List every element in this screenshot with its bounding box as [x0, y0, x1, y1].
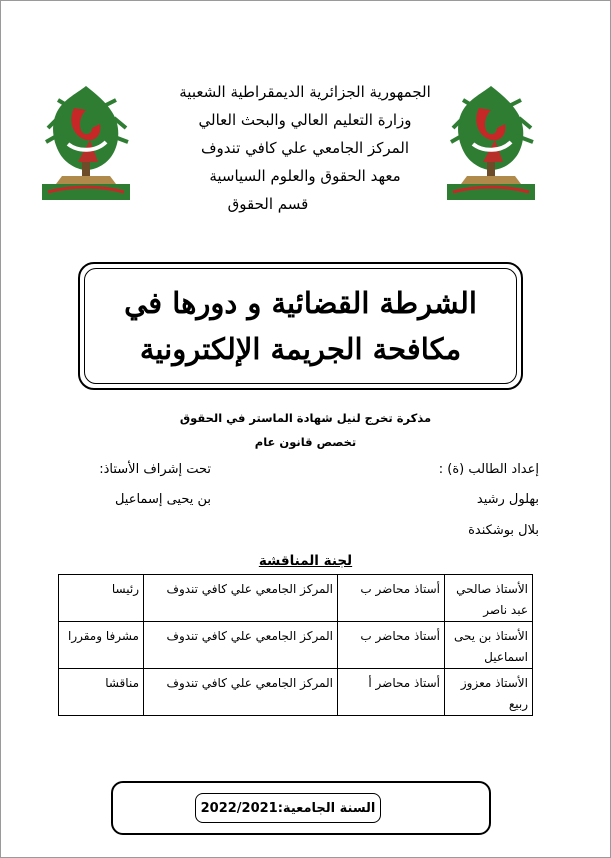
- member-institution: المركز الجامعي علي كافي تندوف: [144, 669, 338, 716]
- university-emblem-icon: [38, 78, 134, 206]
- committee-title: لجنة المناقشة: [258, 553, 353, 569]
- member-institution: المركز الجامعي علي كافي تندوف: [144, 575, 338, 622]
- specialization: تخصص قانون عام: [254, 435, 357, 449]
- supervisor-name: بن يحيى إسماعيل: [114, 492, 211, 507]
- member-role: مشرفا ومقررا: [59, 622, 144, 669]
- member-rank: أستاذ محاضر ب: [338, 622, 445, 669]
- table-row: [59, 622, 533, 669]
- member-name: الأستاذ معزوز ربيع: [445, 669, 533, 716]
- member-role: مناقشا: [59, 669, 144, 716]
- thesis-title-line-2: مكافحة الجريمة الإلكترونية: [139, 332, 462, 366]
- member-name: الأستاذ صالحي عبد ناصر: [445, 575, 533, 622]
- header-line-university: المركز الجامعي علي كافي تندوف: [200, 139, 410, 157]
- students-label: إعداد الطالب (ة) :: [438, 462, 539, 477]
- header-line-department: قسم الحقوق: [227, 195, 309, 213]
- member-role: رئيسا: [59, 575, 144, 622]
- supervisor-label: تحت إشراف الأستاذ:: [99, 462, 211, 477]
- degree-statement: مذكرة تخرج لنيل شهادة الماستر في الحقوق: [179, 411, 432, 425]
- header-line-republic: الجمهورية الجزائرية الديمقراطية الشعبية: [179, 83, 431, 101]
- table-row: [59, 575, 533, 622]
- header-line-institute: معهد الحقوق والعلوم السياسية: [209, 167, 401, 185]
- academic-year: السنة الجامعية:2022/2021: [195, 793, 381, 823]
- thesis-title-line-1: الشرطة القضائية و دورها في: [124, 286, 477, 320]
- member-institution: المركز الجامعي علي كافي تندوف: [144, 622, 338, 669]
- institution-header: [140, 78, 470, 218]
- title-frame: [84, 268, 517, 384]
- student-name: بهلول رشيد: [476, 492, 539, 507]
- table-row: [59, 669, 533, 716]
- header-line-ministry: وزارة التعليم العالي والبحث العالي: [198, 111, 412, 129]
- member-name: الأستاذ بن يحى اسماعيل: [445, 622, 533, 669]
- member-rank: أستاذ محاضر أ: [338, 669, 445, 716]
- member-rank: أستاذ محاضر ب: [338, 575, 445, 622]
- student-name: بلال بوشكندة: [468, 523, 539, 538]
- university-logo-left: [38, 78, 134, 206]
- committee-table: [58, 574, 533, 716]
